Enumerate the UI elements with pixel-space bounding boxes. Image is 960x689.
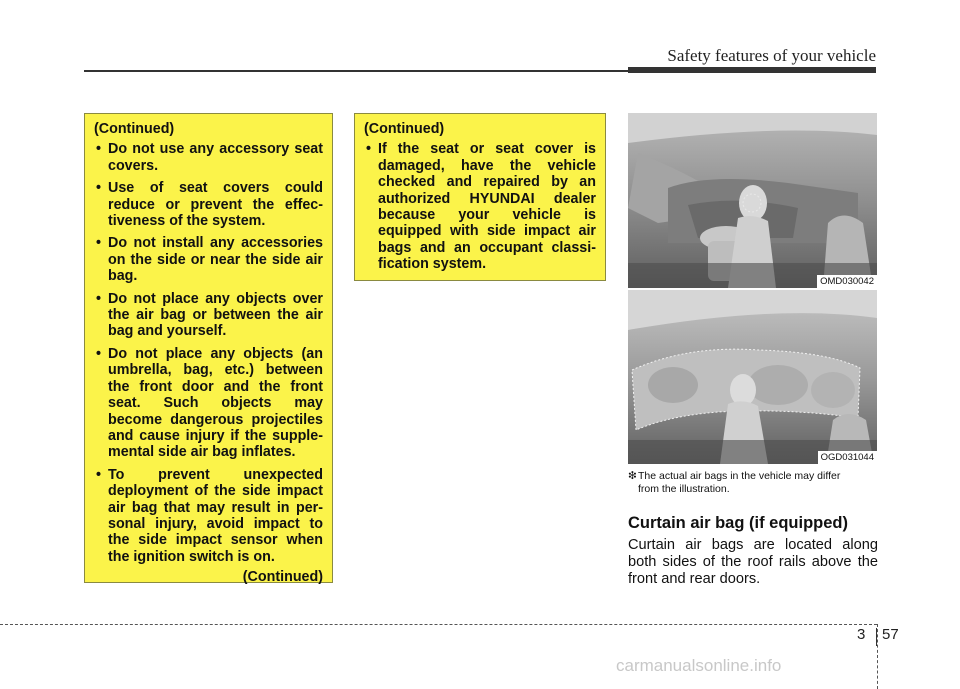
image-code: OMD030042 <box>817 275 877 288</box>
warning-item: • To prevent unexpected deployment of the side impact air bag that may result in per-sonal injury, avoid impact to the side impact sensor when the ignition switch is on. <box>94 467 323 565</box>
warning-item: • Do not place any objects (an umbrella, bag, etc.) between the front door and the front seat. Such objects may become dangerous projectiles and cause injury if the supple-mental side air bag inflates. <box>94 346 323 461</box>
watermark: carmanualsonline.info <box>616 656 782 675</box>
illustration-note <box>628 470 878 496</box>
note-text: from the illustration. <box>638 483 730 495</box>
warning-item: • Do not install any accessories on the side or near the side air bag. <box>94 235 323 284</box>
warning-item: • Do not place any objects over the air bag or between the air bag and yourself. <box>94 291 323 340</box>
warning-box-middle <box>354 113 606 281</box>
footer-rule <box>0 624 877 625</box>
section-body: Curtain air bags are located along both sides of the roof rails above the front and rear doors. <box>628 537 878 587</box>
warning-list <box>94 141 323 565</box>
header-rule-accent <box>628 67 876 73</box>
car-interior-side-view-graphic <box>628 113 877 288</box>
curtain-airbag-illustration <box>628 290 877 464</box>
warning-box-left <box>84 113 333 586</box>
warning-item: • Use of seat covers could reduce or prevent the effec-tiveness of the system. <box>94 180 323 229</box>
warning-box-head: (Continued) <box>364 121 445 137</box>
warning-box-foot: (Continued) <box>242 569 323 586</box>
warning-item: • Do not use any accessory seat covers. <box>94 141 323 174</box>
page-number: 57 <box>882 626 899 643</box>
note-text: The actual air bags in the vehicle may differ <box>638 470 841 482</box>
header-title: Safety features of your vehicle <box>667 46 876 65</box>
note-symbol-icon: ❇ <box>628 470 637 482</box>
chapter-number: 3 <box>857 626 866 643</box>
car-interior-curtain-graphic <box>628 290 877 464</box>
warning-item: • If the seat or seat cover is damaged, have the vehicle checked and repaired by an authorized HYUNDAI dealer because your vehicle is equipped with side impact air bags and an occupant classi-fication system. <box>364 141 596 272</box>
side-airbag-illustration <box>628 113 877 288</box>
section-title: Curtain air bag (if equipped) <box>628 514 849 532</box>
page-separator <box>876 628 877 646</box>
footer-vertical-rule <box>877 624 878 689</box>
warning-list <box>364 141 596 272</box>
warning-box-head: (Continued) <box>94 121 175 137</box>
image-code: OGD031044 <box>818 451 877 464</box>
